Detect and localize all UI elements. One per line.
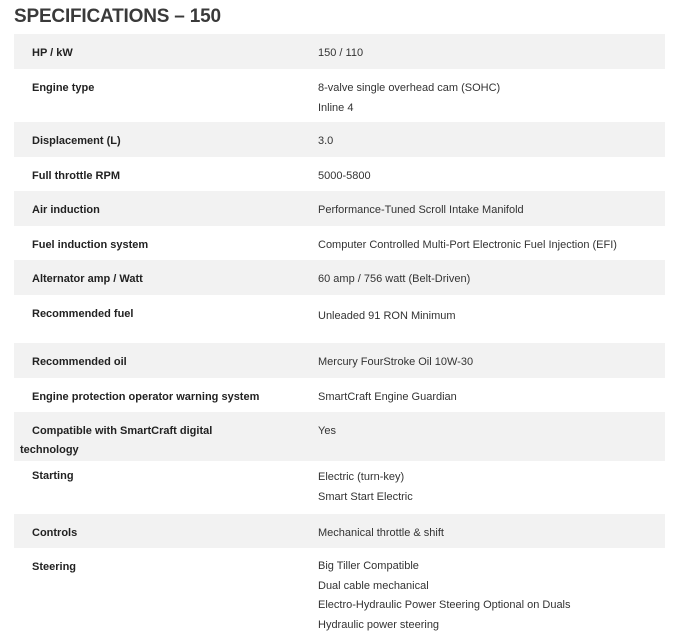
spec-label: Full throttle RPM [32,167,272,186]
spec-label-line: Compatible with SmartCraft digital [32,422,272,441]
spec-table [14,34,665,630]
spec-label: Fuel induction system [32,236,272,255]
spec-value [318,422,663,442]
spec-value [318,201,663,221]
spec-value [318,524,663,544]
page-title: SPECIFICATIONS – 150 [14,4,221,30]
spec-value-line: Yes [318,422,663,442]
spec-value [318,353,663,373]
spec-label: Recommended oil [32,353,272,372]
spec-label: Engine type [32,79,272,98]
spec-value-line: Dual cable mechanical [318,577,663,597]
spec-label: Air induction [32,201,272,220]
spec-value-line: 150 / 110 [318,44,663,64]
spec-value [318,307,663,327]
spec-row-hp-kw [14,34,665,69]
spec-value-line: SmartCraft Engine Guardian [318,388,663,408]
spec-value-line: Inline 4 [318,99,663,119]
spec-label: Starting [32,467,272,486]
spec-value-line: Big Tiller Compatible [318,557,663,577]
spec-row-recommended-fuel [14,295,665,343]
spec-value-line: Computer Controlled Multi-Port Electronic Fuel Injection (EFI) [318,236,663,256]
spec-row-engine-protection [14,378,665,412]
spec-label: Recommended fuel [32,305,272,324]
spec-row-air-induction [14,191,665,226]
spec-row-steering [14,548,665,630]
spec-value-line: Mercury FourStroke Oil 10W-30 [318,353,663,373]
spec-row-displacement [14,122,665,157]
spec-row-recommended-oil [14,343,665,378]
spec-value [318,167,663,187]
spec-row-controls [14,514,665,548]
spec-value [318,44,663,64]
spec-value [318,79,663,118]
spec-value-line: Unleaded 91 RON Minimum [318,307,663,327]
spec-value [318,557,663,635]
spec-value-line: Mechanical throttle & shift [318,524,663,544]
spec-value-line: Smart Start Electric [318,488,663,508]
spec-value-line: 5000-5800 [318,167,663,187]
spec-label [32,422,272,459]
spec-value [318,132,663,152]
spec-row-fuel-induction-system [14,226,665,260]
spec-value-line: Performance-Tuned Scroll Intake Manifold [318,201,663,221]
spec-row-smartcraft-compatible [14,412,665,461]
spec-value-line: Electro-Hydraulic Power Steering Optional on Duals [318,596,663,616]
spec-value-line: Hydraulic power steering [318,616,663,635]
spec-label: Steering [32,558,272,577]
spec-label-line: technology [20,441,272,460]
spec-value-line: 60 amp / 756 watt (Belt-Driven) [318,270,663,290]
spec-value [318,236,663,256]
spec-label: Controls [32,524,272,543]
spec-row-starting [14,461,665,514]
spec-value [318,388,663,408]
spec-label: Alternator amp / Watt [32,270,272,289]
spec-value-line: 3.0 [318,132,663,152]
spec-value [318,468,663,507]
spec-value-line: Electric (turn-key) [318,468,663,488]
spec-label: HP / kW [32,44,272,63]
spec-value-line: 8-valve single overhead cam (SOHC) [318,79,663,99]
spec-value [318,270,663,290]
spec-row-engine-type [14,69,665,122]
spec-label: Engine protection operator warning system [32,388,302,407]
spec-row-alternator [14,260,665,295]
spec-row-full-throttle-rpm [14,157,665,191]
spec-label: Displacement (L) [32,132,272,151]
